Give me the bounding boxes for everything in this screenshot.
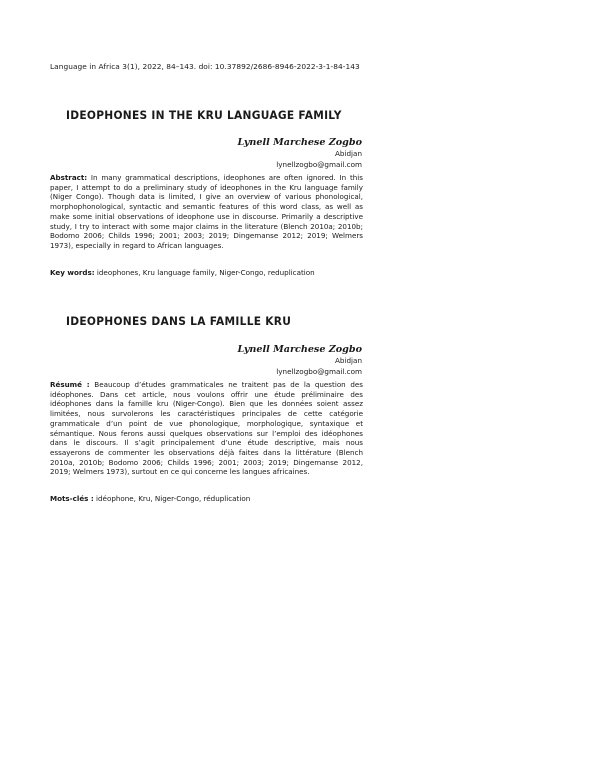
- french-keywords-text: idéophone, Kru, Niger-Congo, réduplication: [93, 494, 251, 503]
- french-abstract-label: Résumé :: [50, 380, 90, 389]
- english-keywords-label: Key words:: [50, 268, 95, 277]
- english-abstract-label: Abstract:: [50, 173, 88, 182]
- french-author-location: Abidjan: [335, 356, 362, 365]
- french-abstract-text: Beaucoup d’études grammaticales ne traitent pas de la question des idéophones. Dans cet article, nous voulons offrir une étude préliminaire des idéophones dans la famille kru (Niger-Congo). Bien que les données soient assez limitées, nous survolerons les caractéristiques principales de cette catégorie grammaticale d’un point de vue phonologique, morphologique, syntaxique et sémantique. Nous ferons aussi quelques observations sur l’emploi des idéophones dans le discours. Il s’agit principalement d’une étude descriptive, mais nous essayerons de commenter les observations déjà faites dans la littérature (Blench 2010a, 2010b; Bodomo 2006; Childs 1996; 2001; 2003; 2019; Dingemanse 2012, 2019; Welmers 1973), surtout en ce qui concerne les langues africaines.: [50, 380, 363, 477]
- french-author-block: [237, 344, 362, 377]
- french-author-email: lynellzogbo@gmail.com: [276, 366, 362, 376]
- english-author-location: Abidjan: [335, 149, 362, 158]
- english-author-name: Lynell Marchese Zogbo: [237, 137, 362, 148]
- french-abstract: [50, 380, 363, 477]
- french-title: IDEOPHONES DANS LA FAMILLE KRU: [66, 315, 292, 328]
- english-author-email: lynellzogbo@gmail.com: [276, 159, 362, 169]
- english-abstract-text: In many grammatical descriptions, ideophones are often ignored. In this paper, I attempt to do a preliminary study of ideophones in the Kru language family (Niger Congo). Though data is limited, I give an overview of various phonological, morphophonological, syntactic and semantic features of this word class, as well as make some initial observations of ideophone use in discourse. Primarily a descriptive study, I try to interact with some major claims in the literature (Blench 2010a; 2010b; Bodomo 2006; Childs 1996; 2001; 2003; 2019; Dingemanse 2012; 2019; Welmers 1973), especially in regard to African languages.: [50, 173, 363, 250]
- english-author-block: [237, 137, 362, 170]
- english-keywords-text: ideophones, Kru language family, Niger-Congo, reduplication: [94, 268, 315, 277]
- french-author-name: Lynell Marchese Zogbo: [237, 344, 362, 355]
- english-title: IDEOPHONES IN THE KRU LANGUAGE FAMILY: [66, 109, 342, 122]
- french-keywords-label: Mots-clés :: [50, 494, 94, 503]
- running-head: Language in Africa 3(1), 2022, 84–143. doi: 10.37892/2686-8946-2022-3-1-84-143: [50, 62, 360, 71]
- english-abstract: [50, 173, 363, 251]
- english-keywords: [50, 268, 363, 278]
- french-keywords: [50, 494, 363, 504]
